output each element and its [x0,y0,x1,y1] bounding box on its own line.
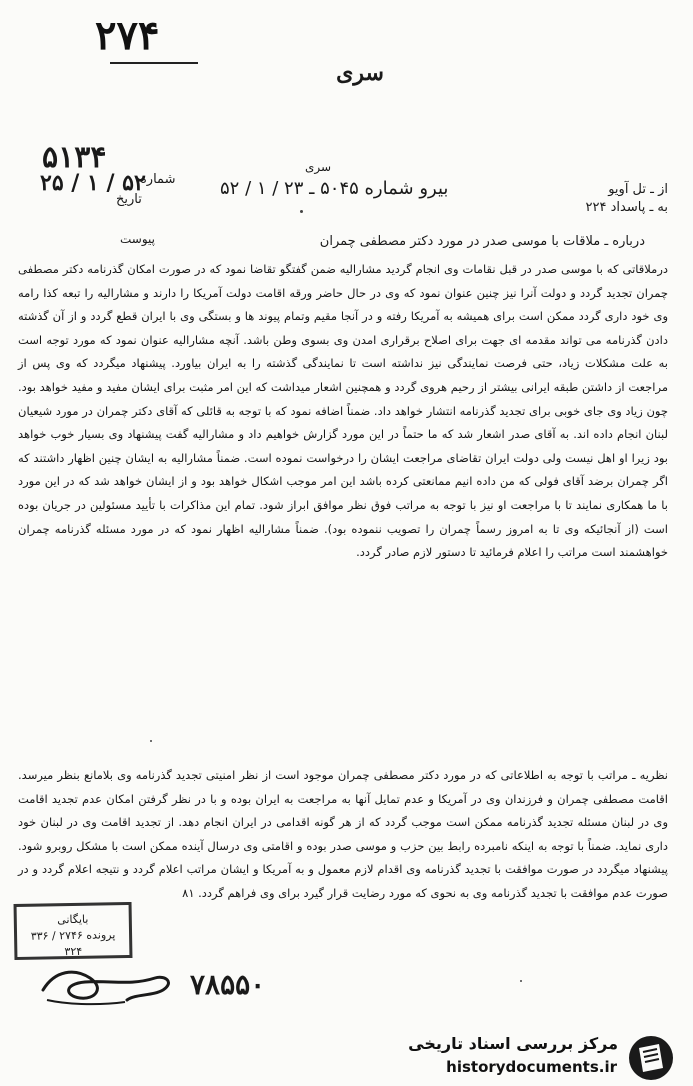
telegram-classification: سری [305,160,332,174]
ink-speck [150,740,152,742]
attachment-label: پیوست [120,232,155,246]
stamp-line-1: بایگانی [57,912,89,927]
archive-logo-icon [625,1034,677,1082]
from-line: از ـ تل آویو [608,182,668,197]
archive-stamp [14,902,133,960]
classification-heading: سری [336,60,384,86]
ink-speck [300,210,303,213]
to-line: به ـ پاسداد ۲۲۴ [585,200,668,215]
reference-number-label: شماره [140,172,176,187]
stamp-text [17,905,130,961]
paragraph-text: نظریه ـ مراتب با توجه به اطلاعاتی که در مورد دکتر مصطفی چمران موجود است از نظر امنیتی تجدید گذرنامه وی بلامانع بنظر میرسد. اقامت مصطفی چمران و فرزندان وی در آمریکا و عدم تمایل آنها به مراجعت به ایران بوده و با در نظر گرفتن امکان عدم تجدید اقامت وی در لبنان مسئله تجدید گذرنامه ممکن است موجب گردد که از هر گونه اقدامی در ایران انجام دهد. از تجدید اقامت وی در لبنان خود داری نماید. ضمناً با توجه به اینکه نامبرده رابط بین حزب و موسی صدر بوده و اقامتی وی درسال آینده ممکن است با مشکل روبرو شود. پیشنهاد میگردد در صورت موافقت با تجدید گذرنامه وی اقدام لازم معمول و به آمریکا و ایشان مراتب اعلام گردد و نتیجه اعلام گردد و در صورت عدم موافقت با تجدید گذرنامه وی به نحوی که مورد رضایت قرار گیرد برای وی فراهم گردد. ۸۱ [18,768,668,900]
footer-org-name: مرکز بررسی اسناد تاریخی [408,1034,618,1053]
reference-number: ۵۱۳۴ [42,140,107,175]
footer-website: historydocuments.ir [446,1058,617,1076]
page-number-underline [110,62,198,64]
reference-date: ۲۵ / ۱ / ۵۲ [40,170,146,196]
reference-date-label: تاریخ [116,192,142,207]
paragraph-text: درملاقاتی که با موسی صدر در قبل نقامات وی انجام گردید مشارالیه ضمن گفتگو تقاضا نمود که در صورت امکان گذرنامه دکتر مصطفی چمران تجدید گردد و دولت آنرا نیز چنین عنوان نمود که وی در حال حاضر ورقه اقامت دولت آمریکا را دارند و مشارالیه را تبعه کذا رامه وی خود داری گردد ممکن است برای همیشه به آمریکا رفته و در آنجا مقیم وتمام پیوند ها و بستگی وی با ایران قطع گردد و از آن گذشته دادن گذرنامه می تواند مقدمه ای جهت برای اصلاح برقراری امدن وی بسوی وطن باشد. آنچه مشارالیه عنوان نمود که مورد توجه است به علت مشکلات زیاد، حتی فرصت نمایندگی نیز نداشته است تا نمایندگی گذشته را به ایران بیاورد. پیشنهاد میگردد که وی پس از مراجعت از داشتن طبقه ایرانی بیشتر از رحیم هروی گردد و همچنین اشعار میداشت که این امر مثبت برای ایشان مفید و مفید خواهد بود. چون زیاد وی جای خوبی برای تجدید گذرنامه انتشار خواهد داد. ضمناً اضافه نمود که با توجه به قائلی که آقای دکتر چمران در مورد شیعیان لبنان انجام داده اند. به آقای صدر اشعار شد که ما حتماً در این مورد گزارش خواهیم داد و مشارالیه گفت پیشنهاد وی بسیار خوب خواهد بود زیرا او اهل نیست ولی دولت ایران تقاضای مراجعت ایشان را درخواست نموده است. ضمناً مشارالیه به ایشان چنین اظهار داشتند که اگر چمران برضد آقای فولی که من داده انیم ممانعتی کرده باشد این امر موجب اشکال خواهد بود و از ایشان خواهد شد که در این مورد با ما همکاری نمایند تا با مراجعت او نیز با توجه به مراتب فوق نظر موافق ابراز شود. تمام این مذاکرات با تأیید مسئولین در جریان بوده است (از آنجائیکه وی تا به امروز رسماً چمران را تصویب ننموده بود). ضمناً مشارالیه اظهار نمود که در مورد مسئله گذرنامه چمران خواهشمند است مراتب را اعلام فرمائید تا دستور لازم صادر گردد. [18,262,668,560]
archive-number: ۷۸۵۵۰ [190,968,266,1001]
stamp-line-3: ۳۲۴ [64,944,83,959]
signature-icon [35,960,185,1010]
ink-speck [520,980,522,982]
subject-line: درباره ـ ملاقات با موسی صدر در مورد دکتر مصطفی چمران [319,234,645,249]
stamp-line-2: پرونده ۲۷۴۶ / ۳۳۶ [30,928,116,943]
telegram-reference: بیرو شماره ۵۰۴۵ ـ ۲۳ / ۱ / ۵۲ [220,178,449,199]
body-paragraph-1 [18,258,668,565]
page-number: ۲۷۴ [95,12,160,59]
body-paragraph-2 [18,764,668,906]
